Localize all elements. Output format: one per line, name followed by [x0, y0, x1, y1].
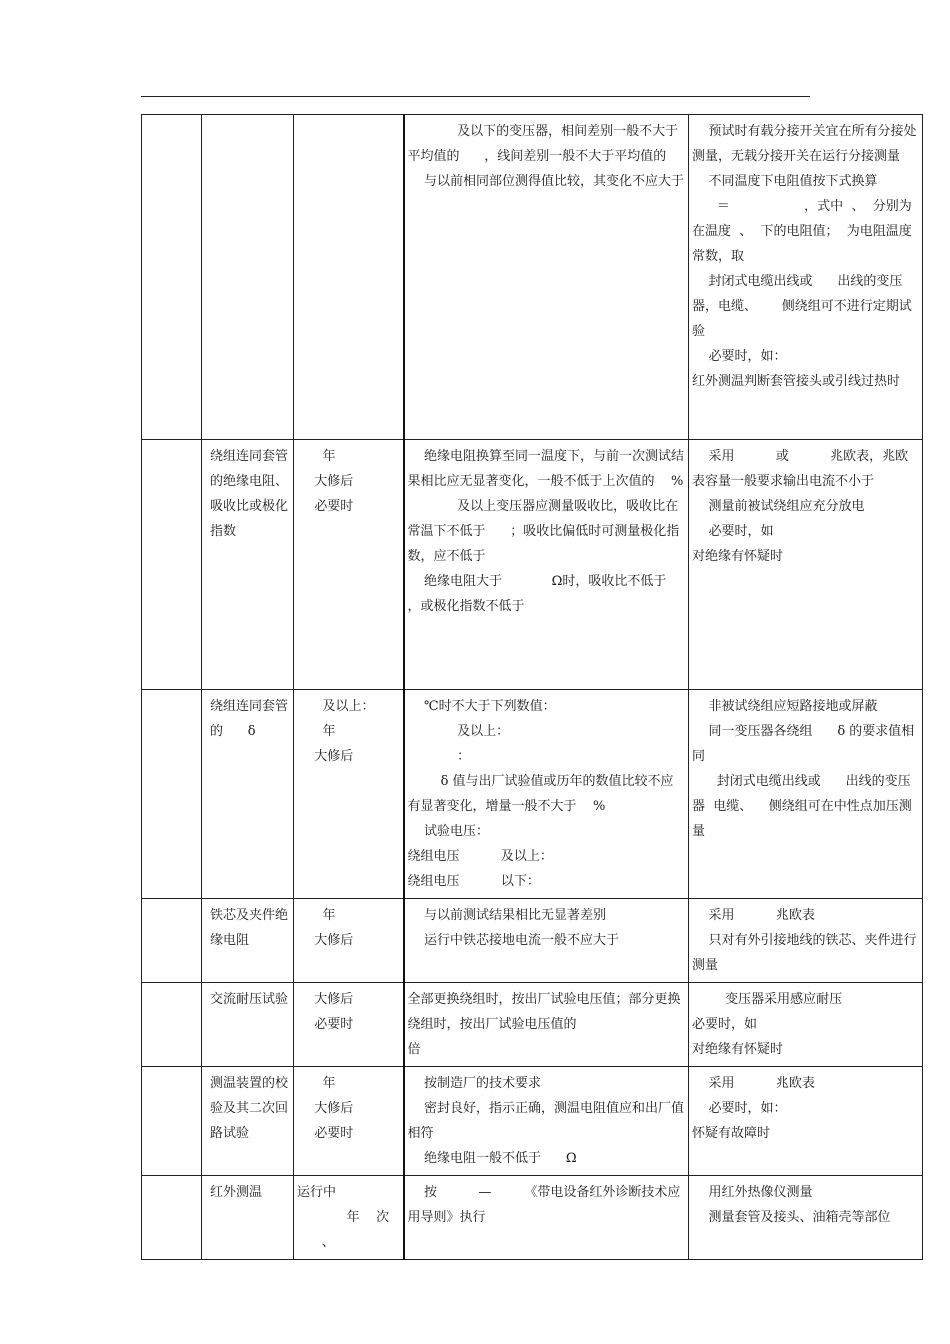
- index-cell: [142, 115, 202, 440]
- table-row: [142, 115, 923, 440]
- item-cell: 铁芯及夹件绝缘电阻: [202, 899, 294, 983]
- requirement-cell: 与以前测试结果相比无显著差别 运行中铁芯接地电流一般不应大于: [404, 899, 689, 983]
- requirement-cell: 按制造厂的技术要求 密封良好，指示正确，测温电阻值应和出厂值相符 绝缘电阻一般不低于 Ω: [404, 1067, 689, 1176]
- test-items-table: [141, 114, 923, 1260]
- index-cell: [142, 690, 202, 899]
- item-cell: 交流耐压试验: [202, 983, 294, 1067]
- note-cell: 用红外热像仪测量 测量套管及接头、油箱壳等部位: [689, 1176, 923, 1260]
- table-row: [142, 1176, 923, 1260]
- note-cell: 采用 或 兆欧表，兆欧表容量一般要求输出电流不小于 测量前被试绕组应充分放电 必要时，如 对绝缘有怀疑时: [689, 440, 923, 690]
- index-cell: [142, 1176, 202, 1260]
- note-cell: 采用 兆欧表 必要时，如： 怀疑有故障时: [689, 1067, 923, 1176]
- index-cell: [142, 440, 202, 690]
- cycle-cell: 年 大修后 必要时: [294, 1067, 404, 1176]
- cycle-cell: 运行中 年 次 、: [294, 1176, 404, 1260]
- table-row: [142, 1067, 923, 1176]
- index-cell: [142, 899, 202, 983]
- item-cell: 测温装置的校验及其二次回路试验: [202, 1067, 294, 1176]
- cycle-cell: 及以上： 年 大修后: [294, 690, 404, 899]
- table-row: [142, 440, 923, 690]
- cycle-cell: 年 大修后: [294, 899, 404, 983]
- index-cell: [142, 983, 202, 1067]
- cycle-cell: [294, 115, 404, 440]
- cycle-cell: 大修后 必要时: [294, 983, 404, 1067]
- cycle-cell: 年 大修后 必要时: [294, 440, 404, 690]
- index-cell: [142, 1067, 202, 1176]
- note-cell: 采用 兆欧表 只对有外引接地线的铁芯、夹件进行测量: [689, 899, 923, 983]
- requirement-cell: 全部更换绕组时，按出厂试验电压值；部分更换绕组时，按出厂试验电压值的 倍: [404, 983, 689, 1067]
- note-cell: 非被试绕组应短路接地或屏蔽 同一变压器各绕组 δ 的要求值相同 封闭式电缆出线或 出线的变压器 电缆、 侧绕组可在中性点加压测量: [689, 690, 923, 899]
- note-cell: 变压器采用感应耐压 必要时，如 对绝缘有怀疑时: [689, 983, 923, 1067]
- header-rule: [141, 96, 810, 97]
- item-cell: 绕组连同套管的 δ: [202, 690, 294, 899]
- item-cell: 红外测温: [202, 1176, 294, 1260]
- table-row: [142, 690, 923, 899]
- table-row: [142, 899, 923, 983]
- item-cell: [202, 115, 294, 440]
- item-cell: 绕组连同套管的绝缘电阻、吸收比或极化指数: [202, 440, 294, 690]
- requirement-cell: 按 — 《带电设备红外诊断技术应用导则》执行: [404, 1176, 689, 1260]
- table-row: [142, 983, 923, 1067]
- requirement-cell: 及以下的变压器，相间差别一般不大于平均值的 ，线间差别一般不大于平均值的 与以前相同部位测得值比较，其变化不应大于: [404, 115, 689, 440]
- note-cell: 预试时有载分接开关宜在所有分接处测量，无载分接开关在运行分接测量 不同温度下电阻值按下式换算 ＝ ，式中 、 分别为在温度 、 下的电阻值； 为电阻温度常数，取 封闭式电缆出线或 出线的变压器，电缆、 侧绕组可不进行定期试验 必要时，如： 红外测温判断套管接头或引线过热时: [689, 115, 923, 440]
- requirement-cell: ℃时不大于下列数值： 及以上： ： δ 值与出厂试验值或历年的数值比较不应有显著变化，增量一般不大于 % 试验电压： 绕组电压 及以上： 绕组电压 以下：: [404, 690, 689, 899]
- requirement-cell: 绝缘电阻换算至同一温度下，与前一次测试结果相比应无显著变化，一般不低于上次值的 % 及以上变压器应测量吸收比，吸收比在常温下不低于 ；吸收比偏低时可测量极化指数，应不低于 绝缘电阻大于 Ω时，吸收比不低于 ，或极化指数不低于: [404, 440, 689, 690]
